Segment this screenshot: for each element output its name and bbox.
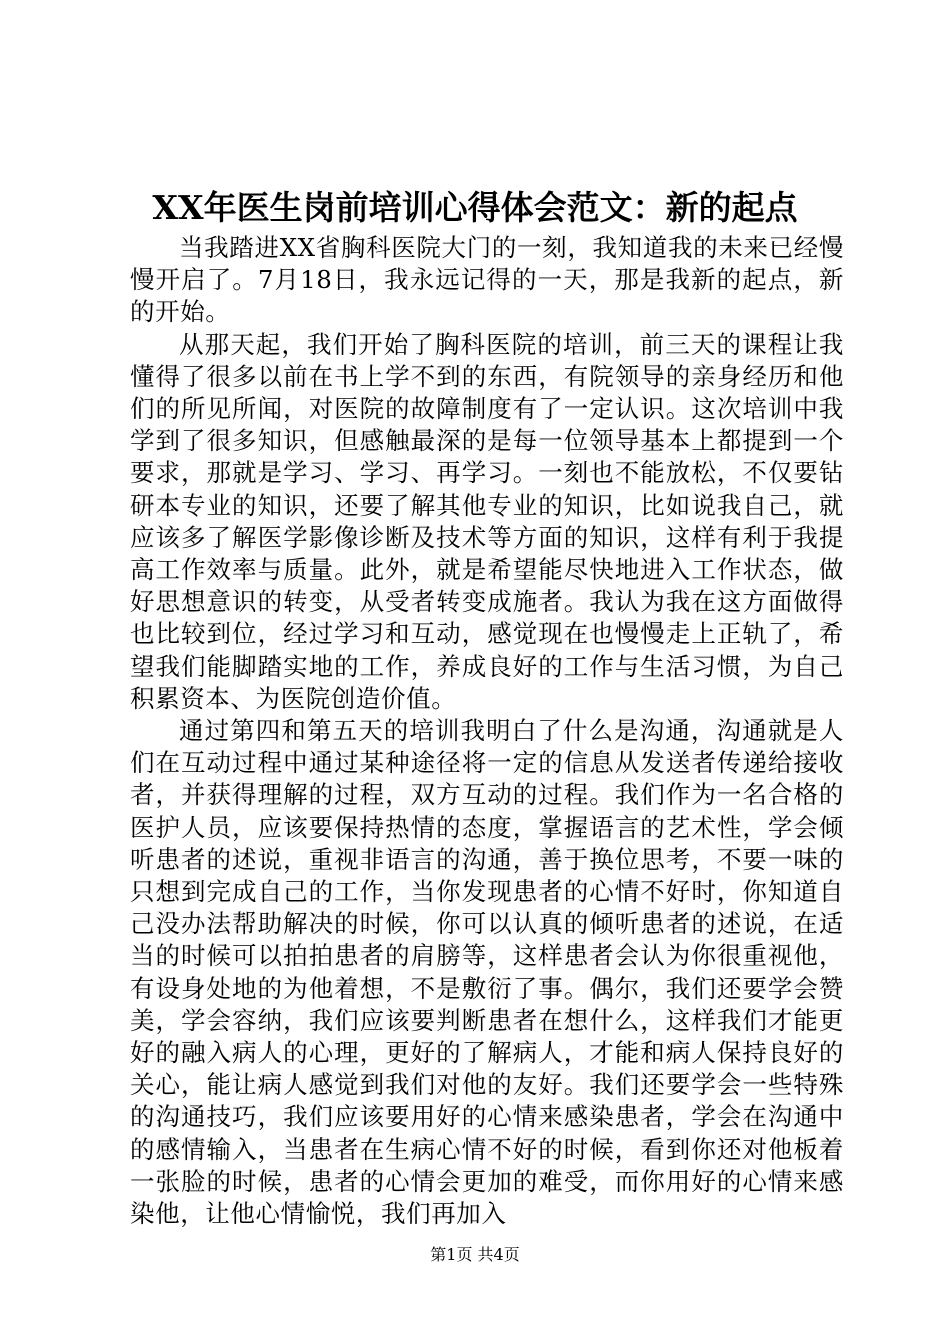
page-number: 第1页 共4页 [430, 1245, 520, 1264]
paragraph-1: 当我踏进XX省胸科医院大门的一刻，我知道我的未来已经慢慢开启了。7月18日，我永远记得的一天，那是我新的起点，新的开始。 [130, 233, 844, 327]
paragraph-3: 通过第四和第五天的培训我明白了什么是沟通，沟通就是人们在互动过程中通过某种途径将一定的信息从发送者传递给接收者，并获得理解的过程，双方互动的过程。我们作为一名合格的医护人员，应该要保持热情的态度，掌握语言的艺术性，学会倾听患者的述说，重视非语言的沟通，善于换位思考，不要一味的只想到完成自己的工作，当你发现患者的心情不好时，你知道自己没办法帮助解决的时候，你可以认真的倾听患者的述说，在适当的时候可以拍拍患者的肩膀等，这样患者会认为你很重视他，有设身处地的为他着想，不是敷衍了事。偶尔，我们还要学会赞美，学会容纳，我们应该要判断患者在想什么，这样我们才能更好的融入病人的心理，更好的了解病人，才能和病人保持良好的关心，能让病人感觉到我们对他的友好。我们还要学会一些特殊的沟通技巧，我们应该要用好的心情来感染患者，学会在沟通中的感情输入，当患者在生病心情不好的时候，看到你还对他板着一张脸的时候，患者的心情会更加的难受，而你用好的心情来感染他，让他心情愉悦，我们再加入 [130, 716, 844, 1229]
document-body [130, 232, 844, 1230]
paragraph-2: 从那天起，我们开始了胸科医院的培训，前三天的课程让我懂得了很多以前在书上学不到的东西，有院领导的亲身经历和他们的所见所闻，对医院的故障制度有了一定认识。这次培训中我学到了很多知识，但感触最深的是每一位领导基本上都提到一个要求，那就是学习、学习、再学习。一刻也不能放松，不仅要钻研本专业的知识，还要了解其他专业的知识，比如说我自己，就应该多了解医学影像诊断及技术等方面的知识，这样有利于我提高工作效率与质量。此外，就是希望能尽快地进入工作状态，做好思想意识的转变，从受者转变成施者。我认为我在这方面做得也比较到位，经过学习和互动，感觉现在也慢慢走上正轨了，希望我们能脚踏实地的工作，养成良好的工作与生活习惯，为自己积累资本、为医院创造价值。 [130, 329, 844, 713]
document-title: XX年医生岗前培训心得体会范文：新的起点 [152, 188, 798, 227]
